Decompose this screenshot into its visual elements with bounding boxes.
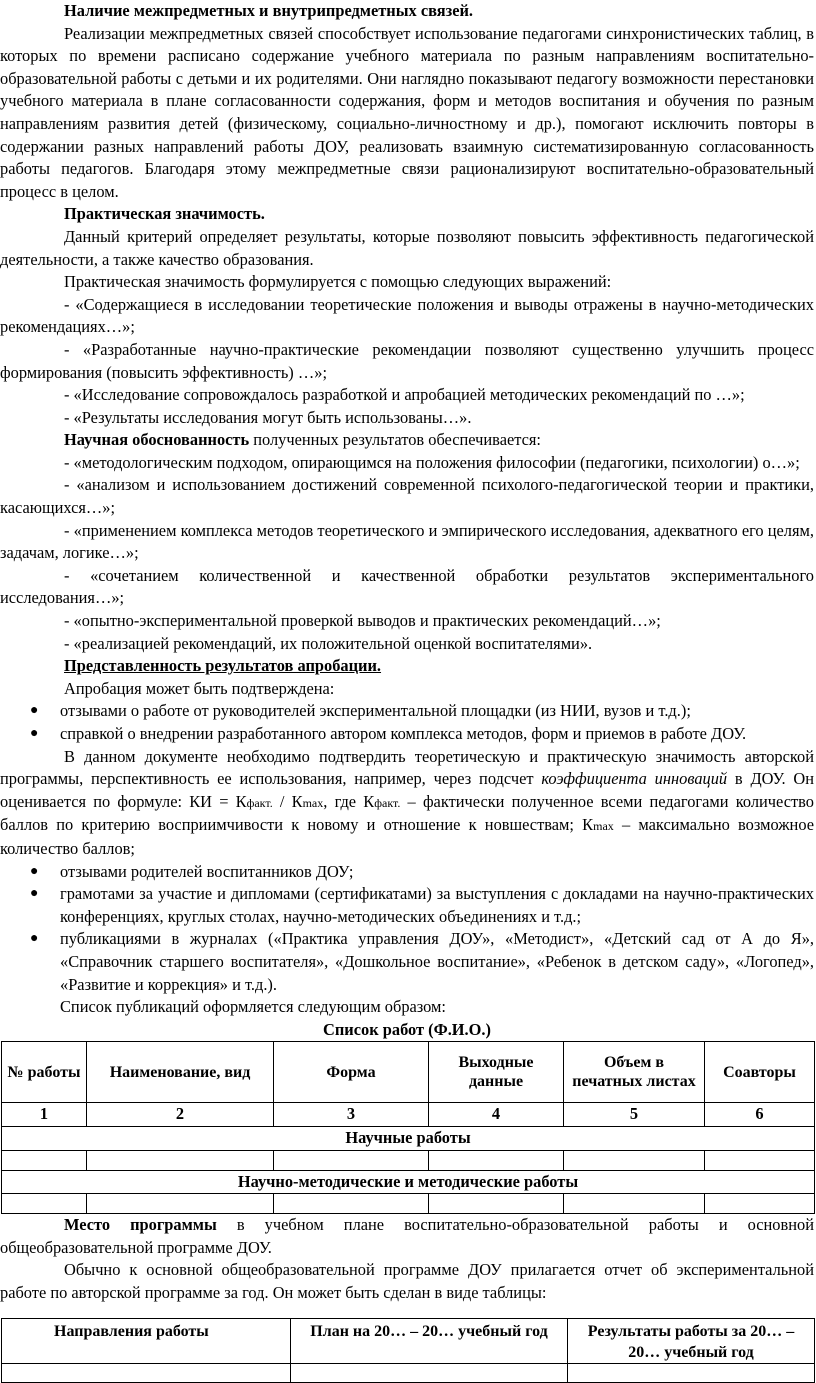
table-cell <box>564 1194 705 1214</box>
paragraph-report: Обычно к основной общеобразовательной программе ДОУ прилагается отчет об экспериментальной работе по авторской программе за год. Он может быть сделан в виде таблицы: <box>0 1260 814 1302</box>
heading-underlined: Представленность результатов апробации. <box>64 656 382 676</box>
text-run: / К <box>272 791 303 811</box>
table-cell <box>429 1194 564 1214</box>
emphasis-text: коэффициента инноваций <box>541 769 728 789</box>
table-row <box>2 1194 815 1214</box>
bullet-icon: ● <box>30 863 39 879</box>
table-cell: 3 <box>274 1103 429 1127</box>
table-header-row <box>2 1319 815 1364</box>
table-cell <box>429 1150 564 1170</box>
subscript-text: факт. <box>246 795 273 810</box>
publications-table <box>1 1041 815 1214</box>
bullet-item <box>0 861 814 884</box>
heading-rest: полученных результатов обеспечивается: <box>249 430 541 450</box>
table-section-label: Научно-методические и методические работы <box>2 1170 815 1194</box>
paragraph-list-note: Список публикаций оформляется следующим образом: <box>60 997 446 1017</box>
table-cell: 6 <box>705 1103 815 1127</box>
table-cell <box>87 1150 274 1170</box>
table-cell: 4 <box>429 1103 564 1127</box>
table-cell <box>568 1364 815 1383</box>
paragraph-practical-1: Данный критерий определяет результаты, которые позволяют повысить эффективность педагогической деятельности, а также качество образования. <box>0 226 814 269</box>
bullet-text: отзывами родителей воспитанников ДОУ; <box>60 861 354 881</box>
list-item: - «анализом и использованием достижений современной психолого-педагогической теории и практики, касающихся…»; <box>0 475 814 518</box>
bullet-text: отзывами о работе от руководителей экспериментальной площадки (из НИИ, вузов и т.д.); <box>60 701 691 721</box>
subscript-text: max <box>302 795 324 810</box>
bullet-icon: ● <box>30 703 39 719</box>
bullet-text: публикациями в журналах («Практика управления ДОУ», «Методист», «Детский сад от А до Я», «Справочник старшего воспитателя», «Дошкольное воспитание», «Ребенок в детском саду», «Логопед», «Развитие и коррекция» и т.д.). <box>60 929 814 994</box>
table-cell: 2 <box>87 1103 274 1127</box>
heading-bold-part: Место программы <box>64 1215 217 1235</box>
column-header: Выходные данные <box>429 1042 564 1103</box>
bullet-icon: ● <box>30 886 39 902</box>
column-header: Результаты работы за 20… – 20… учебный год <box>568 1319 815 1364</box>
list-item: - «Содержащиеся в исследовании теоретические положения и выводы отражены в научно-методических рекомендациях…»; <box>0 294 814 337</box>
bullet-text: грамотами за участие и дипломами (сертификатами) за выступления с докладами на научно-практических конференциях, круглых столах, научно-методических объединениях и т.д.; <box>60 884 814 926</box>
table-cell <box>705 1194 815 1214</box>
text-run: в ДОУ. Он оценивается по формуле: КИ = К <box>0 769 815 811</box>
table-header-row <box>2 1042 815 1103</box>
table-row <box>2 1364 815 1383</box>
table-row <box>2 1150 815 1170</box>
column-header: Наименование, вид <box>87 1042 274 1103</box>
paragraph-approbation-intro: Апробация может быть подтверждена: <box>64 678 335 698</box>
bullet-item <box>0 883 814 928</box>
section-heading-scientific <box>0 429 814 452</box>
list-item: - «Исследование сопровождалось разработкой и апробацией методических рекомендаций по …»; <box>64 385 745 405</box>
paragraph-intersubject: Реализации межпредметных связей способствует использование педагогами синхронистических таблиц, в которых по времени расписано содержание учебного материала по разным направлениям воспитательно-образовательной работы с детьми и их родителями. Они наглядно показывают педагогу возможности перестановки учебного материала в плане согласованности содержания, форм и методов воспитания и обучения по разным направлениям развития детей (физическому, социально-личностному и др.), помогают исключить повторы в содержании разных направлений работы ДОУ, реализовать взаимную систематизированную согласованность работы педагогов. Благодаря этому межпредметные связи рационализируют воспитательно-образовательный процесс в целом. <box>0 23 814 201</box>
list-item: - «реализацией рекомендаций, их положительной оценкой воспитателями». <box>64 633 593 653</box>
subscript-text: факт. <box>374 795 401 810</box>
subscript-text: max <box>593 819 614 834</box>
table-cell <box>564 1150 705 1170</box>
list-item: - «Результаты исследования могут быть использованы…». <box>64 407 472 427</box>
column-header: Объем в печатных листах <box>564 1042 705 1103</box>
bullet-icon: ● <box>30 726 39 741</box>
column-header: № работы <box>2 1042 87 1103</box>
table-section-label: Научные работы <box>2 1126 815 1150</box>
column-header: Форма <box>274 1042 429 1103</box>
paragraph-practical-2: Практическая значимость формулируется с помощью следующих выражений: <box>64 272 612 292</box>
paragraph-innovation-coefficient <box>0 746 814 861</box>
list-item: - «методологическим подходом, опирающимся на положения философии (педагогики, психологии) о…»; <box>64 452 800 472</box>
paragraph-program-place <box>0 1214 814 1259</box>
table-cell: 5 <box>564 1103 705 1127</box>
bullet-text: справкой о внедрении разработанного автором комплекса методов, форм и приемов в работе ДОУ. <box>60 724 747 743</box>
table-section-row <box>2 1126 815 1150</box>
text-run: в учебном плане воспитательно-образовательной работы и основной общеобразовательной программе ДОУ. <box>0 1215 814 1257</box>
list-item: - «применением комплекса методов теоретического и эмпирического исследования, адекватного его целям, задачам, логике…»; <box>0 520 814 563</box>
table-title: Список работ (Ф.И.О.) <box>323 1019 491 1039</box>
bullet-icon: ● <box>30 931 39 947</box>
list-item: - «опытно-экспериментальной проверкой выводов и практических рекомендаций…»; <box>64 611 661 631</box>
column-header: План на 20… – 20… учебный год <box>291 1319 568 1364</box>
table-cell <box>705 1150 815 1170</box>
text-run: , где К <box>323 791 375 811</box>
section-heading-approbation <box>0 655 814 678</box>
text-run: – максимально возможное количество баллов; <box>0 815 814 858</box>
column-header: Направления работы <box>2 1319 291 1364</box>
table-cell <box>87 1194 274 1214</box>
table-cell <box>291 1364 568 1383</box>
table-cell: 1 <box>2 1103 87 1127</box>
table-cell <box>274 1194 429 1214</box>
table-cell <box>2 1150 87 1170</box>
column-header: Соавторы <box>705 1042 815 1103</box>
text-run: – фактически полученное всеми педагогами количество баллов по критерию восприимчивости к новому и отношение к новшествам; К <box>0 791 814 835</box>
section-heading-intersubject: Наличие межпредметных и внутрипредметных связей. <box>64 1 474 20</box>
spacer <box>0 1304 814 1318</box>
bullet-item <box>0 723 814 746</box>
table-cell <box>2 1364 291 1383</box>
bullet-item <box>0 700 814 723</box>
text-run: В данном документе необходимо подтвердить теоретическую и практическую значимость авторской программы, перспективность ее использования, например, через подсчет <box>0 746 814 789</box>
table-cell <box>274 1150 429 1170</box>
report-table <box>1 1318 815 1383</box>
table-cell <box>2 1194 87 1214</box>
heading-bold-part: Научная обоснованность <box>64 430 250 450</box>
table-row <box>2 1103 815 1127</box>
list-item: - «сочетанием количественной и качественной обработки результатов экспериментального исследования…»; <box>0 565 814 608</box>
list-item: - «Разработанные научно-практические рекомендации позволяют существенно улучшить процесс формирования (повысить эффективность) …»; <box>0 339 814 382</box>
bullet-item <box>0 928 814 996</box>
table-section-row <box>2 1170 815 1194</box>
section-heading-practical: Практическая значимость. <box>64 204 265 224</box>
